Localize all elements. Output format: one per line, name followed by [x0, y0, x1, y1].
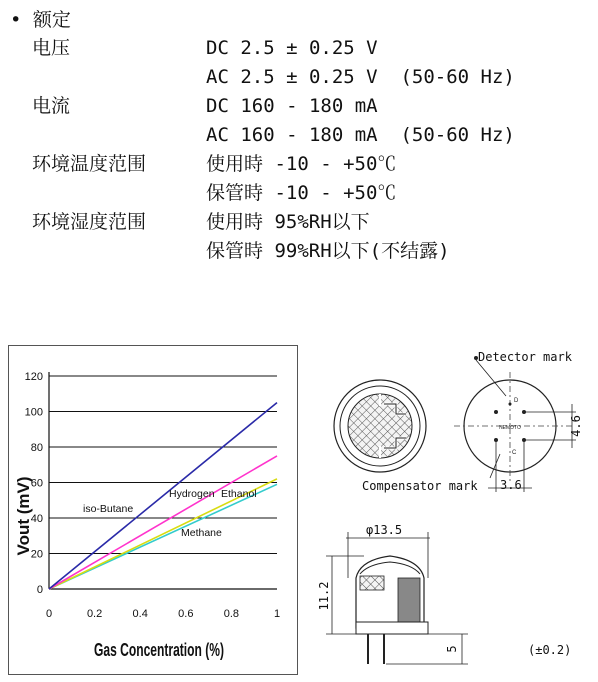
- chart-x-tick-label: 0.8: [223, 608, 240, 620]
- spec-value: 使用時 -10 - +50℃: [206, 153, 397, 175]
- chart-svg: [9, 346, 297, 674]
- rating-spec: [10, 6, 590, 266]
- pin-c-label: C: [512, 450, 517, 456]
- detector-mark-label: Detector mark: [478, 350, 572, 364]
- chart-y-tick-label: 20: [30, 548, 43, 561]
- pin-d-label: D: [514, 398, 519, 404]
- chart-series-line-hydrogen: [49, 456, 277, 589]
- chart-y-tick-label: 80: [30, 442, 43, 454]
- dim-width-label: 4.6: [569, 415, 583, 437]
- top-view-mesh: [334, 380, 426, 472]
- chart-series-label-hydrogen: Hydrogen: [169, 488, 215, 500]
- chart-y-tick-label: 40: [30, 513, 43, 525]
- chart-x-tick-label: 0.6: [178, 608, 194, 620]
- chart-series-label-ethanol: Ethanol: [221, 488, 257, 500]
- spec-row: [10, 237, 590, 266]
- dim-pin-length-label: 5: [445, 645, 459, 653]
- chart-x-tick-label: 0.2: [86, 608, 103, 620]
- chart-ylabel: Vout (mV): [14, 476, 33, 556]
- chart-xlabel: Gas Concentration (%): [94, 640, 224, 660]
- spec-value: DC 2.5 ± 0.25 V: [206, 37, 378, 59]
- chart-grid: [49, 372, 277, 589]
- sensitivity-chart: [8, 345, 298, 675]
- spec-label: 环境湿度范围: [32, 211, 147, 233]
- chart-x-tick-label: 0: [45, 608, 53, 620]
- chart-y-tick-label: 100: [24, 406, 43, 419]
- side-view: [317, 523, 571, 664]
- spec-value: 保管時 -10 - +50℃: [206, 182, 397, 204]
- compensator-mark-label: Compensator mark: [362, 479, 478, 493]
- spec-value: 使用時 95%RH以下: [206, 211, 370, 233]
- spec-row: [10, 150, 590, 179]
- dim-pin-spacing-label: 3.6: [500, 478, 522, 492]
- spec-value: 保管時 99%RH以下(不结露): [206, 240, 450, 262]
- chart-y-tick-label: 0: [36, 584, 43, 596]
- chart-x-tick-label: 0.4: [132, 608, 148, 620]
- spec-heading: • 额定: [10, 9, 71, 31]
- chart-y-tick-label: 120: [24, 371, 43, 383]
- drawing-brand-label: NEMOTO: [499, 425, 521, 431]
- spec-value: AC 2.5 ± 0.25 V (50-60 Hz): [206, 66, 515, 88]
- spec-row: [10, 121, 590, 150]
- spec-row: [10, 179, 590, 208]
- spec-label: 电流: [32, 95, 71, 117]
- chart-series-label-iso-butane: iso-Butane: [83, 503, 134, 515]
- spec-label: 电压: [32, 37, 71, 59]
- dim-height-label: 11.2: [317, 581, 331, 611]
- spec-row: [10, 34, 590, 63]
- dim-diameter-label: φ13.5: [366, 523, 403, 537]
- chart-y-tick-label: 60: [30, 477, 43, 490]
- spec-row: [10, 208, 590, 237]
- chart-x-tick-label: 1: [273, 608, 281, 620]
- spec-value: AC 160 - 180 mA (50-60 Hz): [206, 124, 515, 146]
- chart-series-label-methane: Methane: [181, 527, 222, 539]
- spec-label: 环境温度范围: [32, 153, 147, 175]
- drawing-svg: [317, 342, 596, 678]
- spec-row: [10, 92, 590, 121]
- spec-value: DC 160 - 180 mA: [206, 95, 378, 117]
- sensor-dimension-drawing: [317, 342, 596, 678]
- tolerance-label: (±0.2): [528, 643, 572, 657]
- spec-row: [10, 63, 590, 92]
